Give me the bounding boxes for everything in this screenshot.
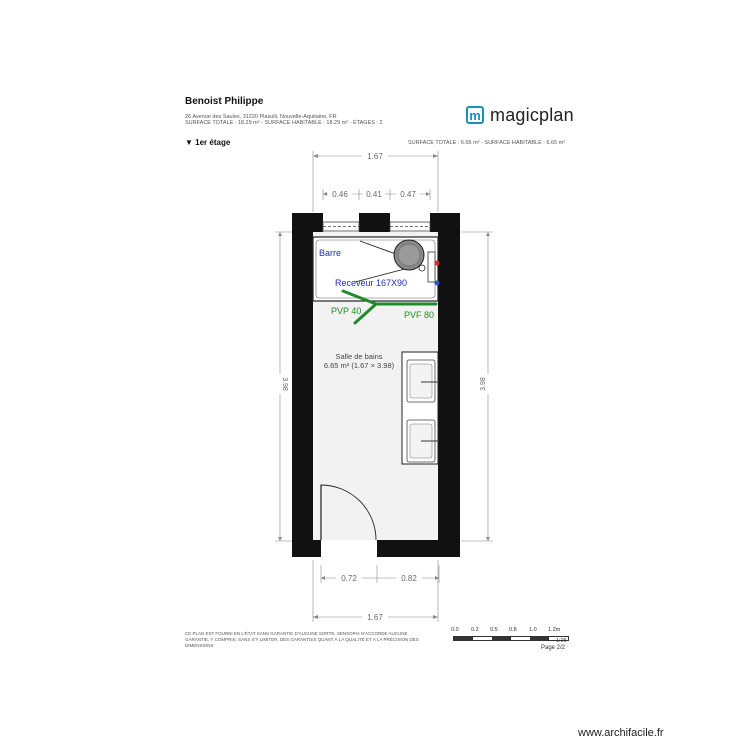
scale-tick: 0.5 xyxy=(490,627,498,633)
page-number: Page 2/2 xyxy=(541,645,566,651)
wall-left xyxy=(292,213,313,557)
scale-ratio: 1:26 xyxy=(556,638,567,644)
watermark: www.archifacile.fr xyxy=(578,727,664,739)
magicplan-logo-icon: m xyxy=(466,106,484,124)
wall-right xyxy=(438,213,460,557)
floor-label[interactable]: ▼ 1er étage xyxy=(185,138,231,147)
room-name: Salle de bains xyxy=(335,352,383,361)
scale-tick: 1.2m xyxy=(548,627,561,633)
double-vanity[interactable] xyxy=(402,352,439,464)
scale-bar-graphic xyxy=(453,636,569,641)
annotation-pvp: PVP 40 xyxy=(331,306,362,316)
dim-label-top-seg-1: 0.46 xyxy=(332,190,348,199)
dim-label-top-seg-3: 0.47 xyxy=(400,190,416,199)
scale-tick: 0.0 xyxy=(451,627,459,633)
annotation-barre: Barre xyxy=(319,248,342,258)
dim-label-left-height: 3.98 xyxy=(281,377,288,391)
annotation-receveur: Receveur 167X90 xyxy=(335,278,408,288)
wall-top-segment xyxy=(313,213,323,232)
wall-top-segment xyxy=(359,213,390,232)
scale-tick: 1.0 xyxy=(529,627,537,633)
scale-tick: 0.8 xyxy=(509,627,517,633)
floor-surface: SURFACE TOTALE : 6.65 m² - SURFACE HABITABLE : 6.65 m² xyxy=(408,140,565,146)
dim-label-right-height: 3.98 xyxy=(480,377,487,391)
wall-top-segment xyxy=(430,213,438,232)
magicplan-logo-text: magicplan xyxy=(490,104,574,125)
project-title: Benoist Philippe xyxy=(185,96,264,107)
shower-mixer-icon xyxy=(428,252,435,282)
dim-label-bottom-total: 1.67 xyxy=(367,613,383,622)
hot-water-icon xyxy=(435,261,440,266)
cold-water-icon xyxy=(435,281,440,286)
dim-label-top-seg-2: 0.41 xyxy=(366,190,382,199)
project-summary: SURFACE TOTALE : 18.29 m² - SURFACE HABITABLE : 18.29 m² - ÉTAGES : 2 xyxy=(185,120,383,126)
disclaimer-note: CE PLAN EST FOURNI EN L'ÉTAT SANS GARANTIE D'AUCUNE SORTE. SENSOPIA N'ACCORDE AUCUNE GARANTIE, Y COMPRIS, SANS S'Y LIMITER, DES GARANTIES QUANT À LA QUALITÉ ET À LA PRÉCISION DES DIMENSIONS xyxy=(185,631,419,648)
dim-label-top-total: 1.67 xyxy=(367,152,383,161)
shower-drain-icon xyxy=(419,265,425,271)
scale-tick: 0.2 xyxy=(471,627,479,633)
annotation-pvf: PVF 80 xyxy=(404,310,435,320)
dim-label-bottom-seg-2: 0.82 xyxy=(401,574,417,583)
dim-label-bottom-seg-1: 0.72 xyxy=(341,574,357,583)
project-address: 26 Avenue des Saules, 31220 Plasulli, Nouvelle-Aquitaine, FR xyxy=(185,114,337,120)
wall-bottom-segment xyxy=(313,540,321,557)
room-area: 6.65 m² (1.67 × 3.98) xyxy=(323,361,395,370)
wall-bottom-segment xyxy=(377,540,438,557)
